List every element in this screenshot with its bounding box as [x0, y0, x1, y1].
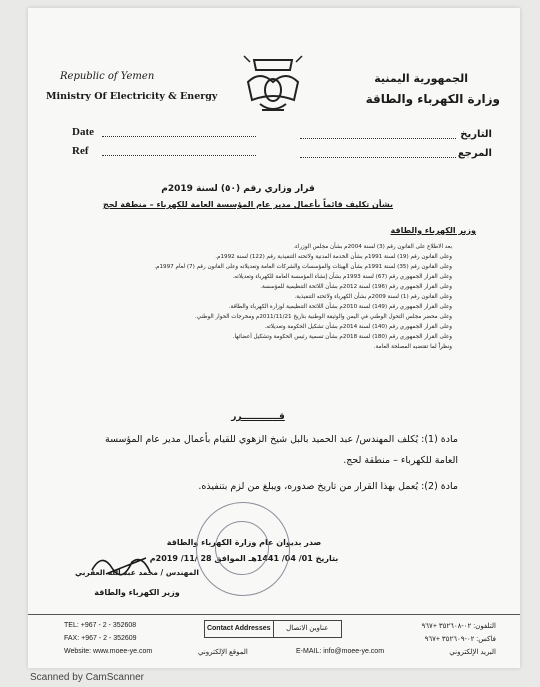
decree-subject: بشأن تكليف قائماً بأعمال مدير عام المؤسسة العامة للكهرباء – منطقة لحج	[102, 200, 394, 209]
footer-web-ar: الموقع الإلكتروني	[198, 649, 248, 656]
letter-page	[28, 8, 520, 668]
scanner-watermark: Scanned by CamScanner	[30, 672, 144, 683]
ref-label-en: Ref	[72, 145, 89, 157]
footer-fax-ar: فاكس: ٠٢-٣٥٢٦٠٩ +٩٦٧	[424, 636, 496, 643]
footer-email-en: E-MAIL: info@moee-ye.com	[296, 648, 385, 655]
article-2: مادة (2): يُعمل بهذا القرار من تاريخ صدوره، ويبلغ من لزم بتنفيذه.	[198, 481, 458, 492]
preamble-item: وعلى محضر مجلس التحول الوطني في اليمن والوثيقة الوطنية بتاريخ 2011/11/21م ومخرجات الحوار الوطني.	[194, 314, 452, 320]
preamble-item: وعلى القرار الجمهوري رقم (149) لسنة 2010م بشأن اللائحة التنظيمية لوزارة الكهرباء والطاقة.	[228, 304, 452, 310]
contact-label-en: Contact Addresses	[205, 621, 274, 637]
preamble-item: بعد الاطلاع على القانون رقم (3) لسنة 2004م بشأن مجلس الوزراء.	[293, 244, 452, 250]
footer-tel-en: TEL: +967 - 2 - 352608	[64, 622, 137, 629]
ref-line-en	[102, 155, 256, 156]
ref-line-ar	[300, 157, 456, 158]
preamble-item: وعلى القانون رقم (1) لسنة 2009م بشأن الكهرباء ولائحته التنفيذية.	[294, 294, 452, 300]
footer-email-ar: البريد الإلكتروني	[449, 649, 496, 656]
footer-fax-en: FAX: +967 - 2 - 352609	[64, 635, 137, 642]
footer-web-en: Website: www.moee-ye.com	[64, 648, 153, 655]
issued-line-1: صدر بديوان عام وزارة الكهرباء والطاقة	[166, 538, 322, 547]
header-ar-country: الجمهورية اليمنية	[374, 72, 468, 85]
date-label-ar: التاريخ	[460, 129, 492, 140]
preamble-list	[108, 242, 452, 352]
date-label-en: Date	[72, 126, 94, 138]
decree-issuer: وزير الكهرباء والطاقة	[390, 226, 476, 235]
ministry-stamp-icon	[196, 502, 290, 596]
preamble-item: وعلى القرار الجمهوري رقم (67) لسنة 1993م بشأن إنشاء المؤسسة العامة للكهرباء وتعديلاته.	[232, 274, 452, 280]
issued-line-2: بتاريخ 01/ 04/ 1441هـ الموافق 28 /11/ 2019م	[149, 554, 339, 563]
preamble-item: وعلى القانون رقم (35) لسنة 1991م بشأن الهيئات والمؤسسات والشركات العامة وتعديلاته وعلى القانون رقم (7) لعام 1997م.	[154, 264, 452, 270]
preamble-item: وعلى القرار الجمهوري رقم (196) لسنة 2012م بشأن اللائحة التنظيمية للمؤسسة.	[260, 284, 452, 290]
signatory-name: المهندس / محمد عبد الله العقربي	[75, 568, 199, 577]
decides-heading: قــــــــــــرر	[231, 412, 285, 422]
date-line-ar	[300, 138, 456, 139]
header-ar-ministry: وزارة الكهرباء والطاقة	[365, 92, 500, 106]
yemen-emblem-icon	[240, 52, 306, 122]
ref-label-ar: المرجع	[457, 148, 492, 159]
signatory-title: وزير الكهرباء والطاقة	[94, 588, 180, 597]
decree-title: قرار وزاري رقم (٥٠) لسنة 2019م	[161, 184, 315, 194]
footer-tel-ar: التلفون: ٠٢-٣٥٢٦٠٨ +٩٦٧	[421, 623, 496, 630]
header-en-country: Republic of Yemen	[60, 71, 155, 82]
contact-label-ar: عناوين الاتصال	[286, 625, 329, 632]
preamble-item: وعلى القانون رقم (19) لسنة 1991م بشأن الخدمة المدنية ولائحته التنفيذية رقم (122) لسنة 1992م.	[215, 254, 452, 260]
preamble-item: وعلى القرار الجمهوري رقم (140) لسنة 2014م بشأن تشكيل الحكومة وتعديلاته.	[264, 324, 452, 330]
contact-box	[204, 620, 342, 638]
preamble-item: ونظراً لما تقتضيه المصلحة العامة.	[373, 344, 452, 350]
preamble-item: وعلى القرار الجمهوري رقم (180) لسنة 2018م بشأن تسمية رئيس الحكومة وتشكيل أعضائها.	[232, 334, 452, 340]
date-line-en	[102, 136, 256, 137]
article-1: مادة (1): يُكلف المهندس/ عبد الحميد بالبل شيخ الزهوي للقيام بأعمال مدير عام المؤسسة العامة للكهرباء – منطقة لحج.	[104, 434, 458, 466]
header-en-ministry: Ministry Of Electricity & Energy	[46, 91, 218, 102]
footer-divider	[28, 614, 520, 615]
